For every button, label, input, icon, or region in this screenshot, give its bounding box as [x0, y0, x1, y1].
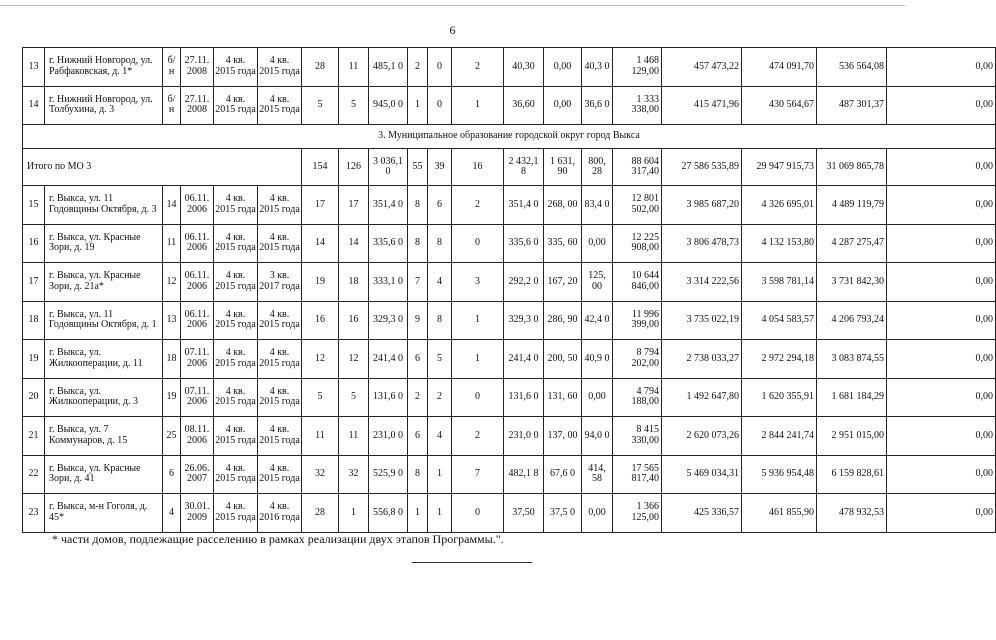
cell-c1: 32 — [302, 455, 339, 494]
cell-c11: 3 985 687,20 — [662, 186, 742, 225]
total-label: Итого по МО 3 — [23, 149, 302, 186]
cell-fact: 4 кв. 2016 года — [258, 494, 302, 533]
cell-doc_no: 4 — [163, 494, 181, 533]
cell-c7: 36,60 — [504, 86, 544, 125]
cell-c3: 231,0 0 — [369, 417, 408, 456]
cell-c8: 0,00 — [544, 86, 582, 125]
cell-plan: 4 кв. 2015 года — [214, 263, 258, 302]
cell-c6: 0 — [452, 378, 504, 417]
cell-c2: 16 — [339, 301, 369, 340]
cell-num: 22 — [23, 455, 45, 494]
cell-c2: 11 — [339, 48, 369, 87]
cell-c6: 2 — [452, 186, 504, 225]
cell-fact: 3 кв. 2017 года — [258, 263, 302, 302]
cell-c4: 2 — [408, 48, 428, 87]
cell-num: 21 — [23, 417, 45, 456]
cell-c14: 0,00 — [887, 86, 996, 125]
cell-addr: г. Выкса, м-н Гоголя, д. 45* — [45, 494, 163, 533]
cell-c8: 0,00 — [544, 48, 582, 87]
cell-c12: 430 564,67 — [742, 86, 817, 125]
cell-c2: 12 — [339, 340, 369, 379]
cell-c4: 6 — [408, 417, 428, 456]
total-cell: 16 — [452, 149, 504, 186]
cell-c9: 414, 58 — [582, 455, 613, 494]
cell-date: 26.06. 2007 — [181, 455, 214, 494]
cell-num: 18 — [23, 301, 45, 340]
cell-c12: 3 598 781,14 — [742, 263, 817, 302]
cell-c6: 1 — [452, 340, 504, 379]
cell-c13: 4 489 119,79 — [817, 186, 887, 225]
cell-c4: 9 — [408, 301, 428, 340]
cell-fact: 4 кв. 2015 года — [258, 48, 302, 87]
cell-date: 06.11. 2006 — [181, 301, 214, 340]
cell-c5: 4 — [428, 263, 452, 302]
cell-c13: 478 932,53 — [817, 494, 887, 533]
cell-plan: 4 кв. 2015 года — [214, 301, 258, 340]
cell-addr: г. Выкса, ул. Красные Зори, д. 19 — [45, 224, 163, 263]
cell-c8: 200, 50 — [544, 340, 582, 379]
cell-c7: 482,1 8 — [504, 455, 544, 494]
cell-c14: 0,00 — [887, 494, 996, 533]
cell-c10: 12 225 908,00 — [613, 224, 662, 263]
cell-c4: 8 — [408, 186, 428, 225]
cell-c14: 0,00 — [887, 48, 996, 87]
cell-doc_no: 11 — [163, 224, 181, 263]
cell-c10: 10 644 846,00 — [613, 263, 662, 302]
cell-c10: 1 366 125,00 — [613, 494, 662, 533]
cell-c14: 0,00 — [887, 417, 996, 456]
footnote: * части домов, подлежащие расселению в рамках реализации двух этапов Программы.". — [52, 532, 504, 546]
cell-date: 07.11. 2006 — [181, 340, 214, 379]
cell-addr: г. Нижний Новгород, ул. Рабфаковская, д. 1* — [45, 48, 163, 87]
cell-c7: 231,0 0 — [504, 417, 544, 456]
cell-c6: 0 — [452, 494, 504, 533]
cell-c1: 14 — [302, 224, 339, 263]
cell-c7: 351,4 0 — [504, 186, 544, 225]
cell-date: 08.11. 2006 — [181, 417, 214, 456]
cell-doc_no: 18 — [163, 340, 181, 379]
cell-c5: 1 — [428, 494, 452, 533]
table-row — [23, 455, 996, 494]
cell-c3: 335,6 0 — [369, 224, 408, 263]
cell-c12: 1 620 355,91 — [742, 378, 817, 417]
cell-c3: 485,1 0 — [369, 48, 408, 87]
cell-c2: 5 — [339, 86, 369, 125]
total-cell: 0,00 — [887, 149, 996, 186]
cell-c12: 5 936 954,48 — [742, 455, 817, 494]
cell-c7: 37,50 — [504, 494, 544, 533]
cell-plan: 4 кв. 2015 года — [214, 48, 258, 87]
cell-c10: 1 333 338,00 — [613, 86, 662, 125]
cell-c3: 329,3 0 — [369, 301, 408, 340]
cell-c4: 1 — [408, 494, 428, 533]
cell-c12: 4 326 695,01 — [742, 186, 817, 225]
cell-c6: 2 — [452, 48, 504, 87]
cell-c11: 415 471,96 — [662, 86, 742, 125]
cell-c6: 1 — [452, 301, 504, 340]
cell-c5: 2 — [428, 378, 452, 417]
cell-plan: 4 кв. 2015 года — [214, 186, 258, 225]
cell-addr: г. Выкса, ул. 7 Коммунаров, д. 15 — [45, 417, 163, 456]
cell-doc_no: 25 — [163, 417, 181, 456]
cell-doc_no: 14 — [163, 186, 181, 225]
cell-c11: 425 336,57 — [662, 494, 742, 533]
cell-c10: 17 565 817,40 — [613, 455, 662, 494]
cell-c11: 2 620 073,26 — [662, 417, 742, 456]
cell-c7: 131,6 0 — [504, 378, 544, 417]
cell-c5: 5 — [428, 340, 452, 379]
cell-doc_no: 12 — [163, 263, 181, 302]
table-row — [23, 417, 996, 456]
cell-addr: г. Выкса, ул. Красные Зори, д. 41 — [45, 455, 163, 494]
cell-addr: г. Выкса, ул. 11 Годовщины Октября, д. 3 — [45, 186, 163, 225]
cell-c9: 36,6 0 — [582, 86, 613, 125]
cell-num: 15 — [23, 186, 45, 225]
cell-c3: 525,9 0 — [369, 455, 408, 494]
cell-c3: 945,0 0 — [369, 86, 408, 125]
cell-c7: 292,2 0 — [504, 263, 544, 302]
cell-c8: 335, 60 — [544, 224, 582, 263]
cell-c2: 32 — [339, 455, 369, 494]
cell-num: 16 — [23, 224, 45, 263]
cell-c3: 556,8 0 — [369, 494, 408, 533]
cell-doc_no: 6 — [163, 455, 181, 494]
cell-num: 17 — [23, 263, 45, 302]
cell-fact: 4 кв. 2015 года — [258, 186, 302, 225]
cell-c14: 0,00 — [887, 455, 996, 494]
cell-c9: 0,00 — [582, 494, 613, 533]
cell-c9: 40,9 0 — [582, 340, 613, 379]
cell-c14: 0,00 — [887, 378, 996, 417]
cell-c13: 6 159 828,61 — [817, 455, 887, 494]
section-header-row — [23, 125, 996, 149]
cell-c5: 6 — [428, 186, 452, 225]
cell-c3: 241,4 0 — [369, 340, 408, 379]
cell-c4: 7 — [408, 263, 428, 302]
cell-c9: 42,4 0 — [582, 301, 613, 340]
cell-c12: 4 054 583,57 — [742, 301, 817, 340]
cell-c7: 241,4 0 — [504, 340, 544, 379]
cell-fact: 4 кв. 2015 года — [258, 86, 302, 125]
cell-c2: 18 — [339, 263, 369, 302]
cell-c5: 0 — [428, 48, 452, 87]
cell-c9: 0,00 — [582, 378, 613, 417]
cell-fact: 4 кв. 2015 года — [258, 224, 302, 263]
cell-c3: 333,1 0 — [369, 263, 408, 302]
cell-date: 30.01. 2009 — [181, 494, 214, 533]
cell-addr: г. Выкса, ул. Красные Зори, д. 21а* — [45, 263, 163, 302]
cell-c2: 17 — [339, 186, 369, 225]
cell-c2: 5 — [339, 378, 369, 417]
cell-plan: 4 кв. 2015 года — [214, 86, 258, 125]
cell-c1: 17 — [302, 186, 339, 225]
cell-c11: 5 469 034,31 — [662, 455, 742, 494]
total-cell: 39 — [428, 149, 452, 186]
cell-c4: 8 — [408, 224, 428, 263]
cell-c14: 0,00 — [887, 224, 996, 263]
total-cell: 55 — [408, 149, 428, 186]
cell-fact: 4 кв. 2015 года — [258, 378, 302, 417]
cell-c11: 3 806 478,73 — [662, 224, 742, 263]
cell-c6: 7 — [452, 455, 504, 494]
cell-plan: 4 кв. 2015 года — [214, 455, 258, 494]
cell-c5: 8 — [428, 301, 452, 340]
cell-doc_no: б/ н — [163, 48, 181, 87]
section-header: 3. Муниципальное образование городской округ город Выкса — [23, 125, 996, 149]
cell-addr: г. Выкса, ул. 11 Годовщины Октября, д. 1 — [45, 301, 163, 340]
top-edge-line — [0, 5, 905, 6]
cell-c12: 461 855,90 — [742, 494, 817, 533]
table-row — [23, 186, 996, 225]
cell-c7: 40,30 — [504, 48, 544, 87]
cell-c8: 268, 00 — [544, 186, 582, 225]
cell-c11: 3 314 222,56 — [662, 263, 742, 302]
cell-c1: 28 — [302, 494, 339, 533]
table-row — [23, 378, 996, 417]
cell-c11: 2 738 033,27 — [662, 340, 742, 379]
cell-c12: 474 091,70 — [742, 48, 817, 87]
total-cell: 800, 28 — [582, 149, 613, 186]
cell-date: 07.11. 2006 — [181, 378, 214, 417]
total-cell: 88 604 317,40 — [613, 149, 662, 186]
cell-c12: 4 132 153,80 — [742, 224, 817, 263]
cell-plan: 4 кв. 2015 года — [214, 224, 258, 263]
cell-c4: 6 — [408, 340, 428, 379]
cell-c13: 487 301,37 — [817, 86, 887, 125]
cell-c9: 0,00 — [582, 224, 613, 263]
cell-c13: 4 206 793,24 — [817, 301, 887, 340]
cell-c13: 2 951 015,00 — [817, 417, 887, 456]
cell-date: 06.11. 2006 — [181, 224, 214, 263]
cell-c5: 8 — [428, 224, 452, 263]
cell-c2: 11 — [339, 417, 369, 456]
cell-c2: 1 — [339, 494, 369, 533]
cell-c5: 1 — [428, 455, 452, 494]
cell-fact: 4 кв. 2015 года — [258, 417, 302, 456]
cell-c14: 0,00 — [887, 301, 996, 340]
cell-c14: 0,00 — [887, 263, 996, 302]
total-cell: 3 036,1 0 — [369, 149, 408, 186]
cell-date: 06.11. 2006 — [181, 186, 214, 225]
cell-c1: 5 — [302, 86, 339, 125]
cell-c8: 67,6 0 — [544, 455, 582, 494]
cell-c1: 5 — [302, 378, 339, 417]
cell-c1: 12 — [302, 340, 339, 379]
cell-c8: 131, 60 — [544, 378, 582, 417]
total-cell: 29 947 915,73 — [742, 149, 817, 186]
cell-c12: 2 844 241,74 — [742, 417, 817, 456]
cell-addr: г. Выкса, ул. Жилкооперации, д. 3 — [45, 378, 163, 417]
cell-c1: 16 — [302, 301, 339, 340]
total-row — [23, 149, 996, 186]
cell-c9: 40,3 0 — [582, 48, 613, 87]
cell-c6: 0 — [452, 224, 504, 263]
cell-c6: 3 — [452, 263, 504, 302]
cell-plan: 4 кв. 2015 года — [214, 494, 258, 533]
table-row — [23, 301, 996, 340]
cell-addr: г. Нижний Новгород, ул. Толбухина, д. 3 — [45, 86, 163, 125]
cell-plan: 4 кв. 2015 года — [214, 340, 258, 379]
total-cell: 31 069 865,78 — [817, 149, 887, 186]
cell-c11: 3 735 022,19 — [662, 301, 742, 340]
cell-date: 27.11. 2008 — [181, 86, 214, 125]
cell-c1: 19 — [302, 263, 339, 302]
cell-c10: 4 794 188,00 — [613, 378, 662, 417]
cell-addr: г. Выкса, ул. Жилкооперации, д. 11 — [45, 340, 163, 379]
total-cell: 1 631, 90 — [544, 149, 582, 186]
cell-c8: 286, 90 — [544, 301, 582, 340]
cell-c13: 4 287 275,47 — [817, 224, 887, 263]
cell-c8: 167, 20 — [544, 263, 582, 302]
cell-c13: 3 083 874,55 — [817, 340, 887, 379]
cell-plan: 4 кв. 2015 года — [214, 417, 258, 456]
total-cell: 2 432,1 8 — [504, 149, 544, 186]
table-row — [23, 494, 996, 533]
cell-num: 20 — [23, 378, 45, 417]
cell-c6: 1 — [452, 86, 504, 125]
page-number: 6 — [449, 23, 456, 37]
cell-c4: 8 — [408, 455, 428, 494]
cell-num: 23 — [23, 494, 45, 533]
cell-c3: 131,6 0 — [369, 378, 408, 417]
cell-date: 06.11. 2006 — [181, 263, 214, 302]
cell-doc_no: б/ н — [163, 86, 181, 125]
cell-c11: 457 473,22 — [662, 48, 742, 87]
cell-c11: 1 492 647,80 — [662, 378, 742, 417]
cell-fact: 4 кв. 2015 года — [258, 455, 302, 494]
cell-c10: 1 468 129,00 — [613, 48, 662, 87]
table-row — [23, 340, 996, 379]
cell-c9: 94,0 0 — [582, 417, 613, 456]
cell-c3: 351,4 0 — [369, 186, 408, 225]
cell-plan: 4 кв. 2015 года — [214, 378, 258, 417]
cell-c14: 0,00 — [887, 340, 996, 379]
table-row — [23, 86, 996, 125]
cell-c12: 2 972 294,18 — [742, 340, 817, 379]
cell-c13: 536 564,08 — [817, 48, 887, 87]
cell-c2: 14 — [339, 224, 369, 263]
cell-c4: 2 — [408, 378, 428, 417]
cell-date: 27.11. 2008 — [181, 48, 214, 87]
total-cell: 27 586 535,89 — [662, 149, 742, 186]
cell-fact: 4 кв. 2015 года — [258, 301, 302, 340]
table-row — [23, 224, 996, 263]
cell-c6: 2 — [452, 417, 504, 456]
cell-c5: 4 — [428, 417, 452, 456]
cell-c9: 83,4 0 — [582, 186, 613, 225]
cell-c10: 8 794 202,00 — [613, 340, 662, 379]
total-cell: 154 — [302, 149, 339, 186]
end-divider — [412, 562, 532, 563]
cell-c13: 3 731 842,30 — [817, 263, 887, 302]
cell-c5: 0 — [428, 86, 452, 125]
cell-c14: 0,00 — [887, 186, 996, 225]
cell-c10: 8 415 330,00 — [613, 417, 662, 456]
cell-c10: 12 801 502,00 — [613, 186, 662, 225]
total-cell: 126 — [339, 149, 369, 186]
cell-num: 13 — [23, 48, 45, 87]
cell-c10: 11 996 399,00 — [613, 301, 662, 340]
cell-doc_no: 13 — [163, 301, 181, 340]
cell-c9: 125, 00 — [582, 263, 613, 302]
cell-fact: 4 кв. 2015 года — [258, 340, 302, 379]
cell-c8: 37,5 0 — [544, 494, 582, 533]
cell-doc_no: 19 — [163, 378, 181, 417]
cell-num: 14 — [23, 86, 45, 125]
table-row — [23, 263, 996, 302]
table-row — [23, 48, 996, 87]
cell-c1: 11 — [302, 417, 339, 456]
cell-c13: 1 681 184,29 — [817, 378, 887, 417]
cell-num: 19 — [23, 340, 45, 379]
cell-c7: 335,6 0 — [504, 224, 544, 263]
cell-c7: 329,3 0 — [504, 301, 544, 340]
cell-c4: 1 — [408, 86, 428, 125]
resettlement-table — [22, 47, 996, 533]
cell-c8: 137, 00 — [544, 417, 582, 456]
cell-c1: 28 — [302, 48, 339, 87]
